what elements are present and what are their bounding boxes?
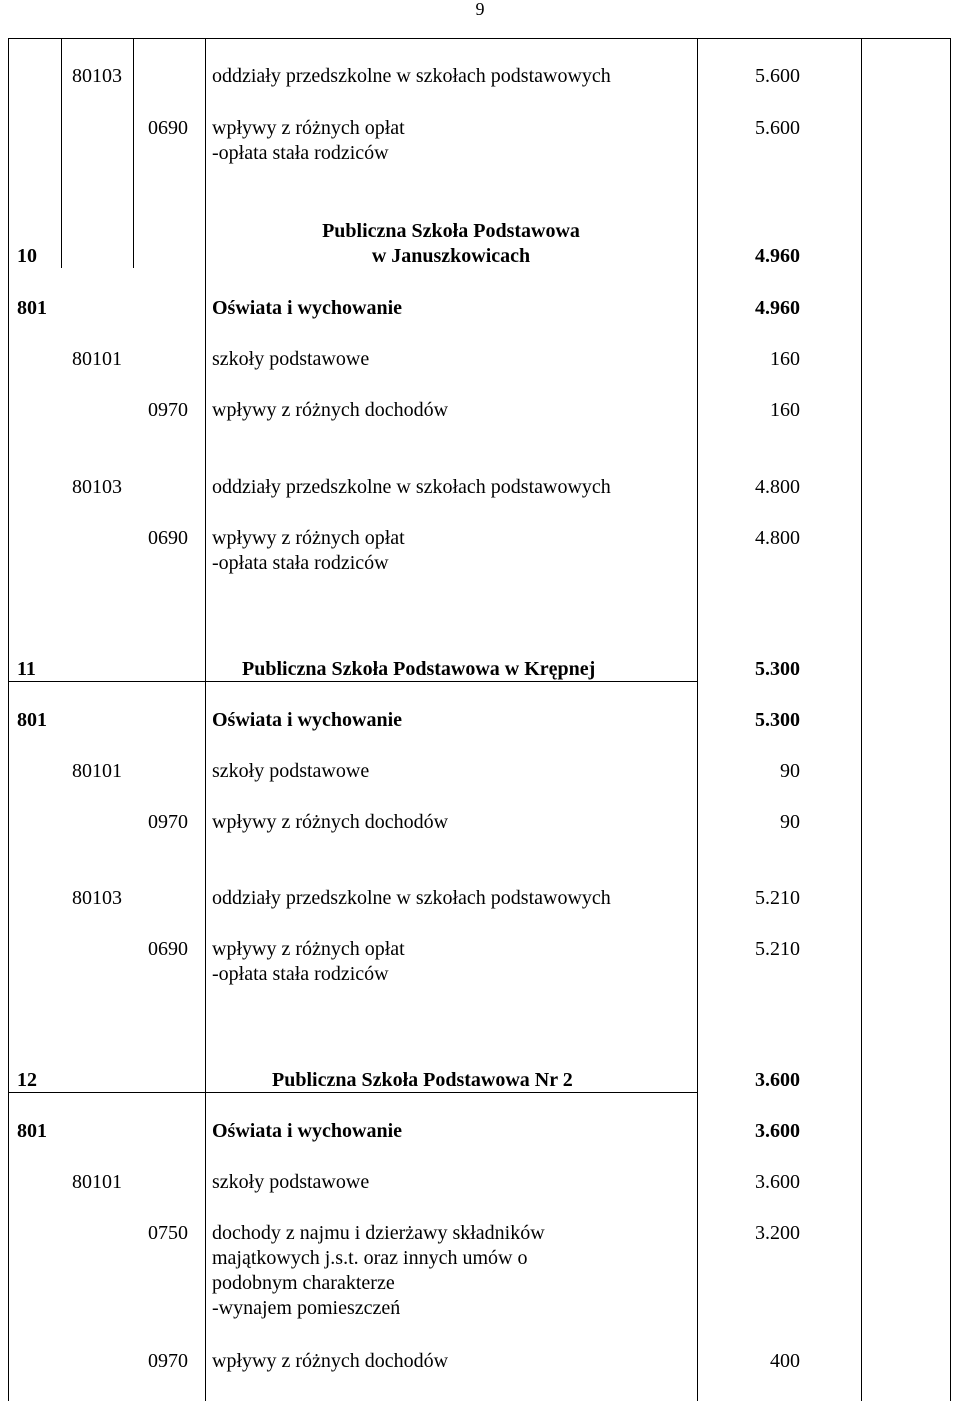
school-10-number: 10 (17, 245, 37, 267)
paragraph-code: 0750 (148, 1222, 188, 1244)
column-divider-4 (697, 38, 698, 1401)
school-11-number: 11 (17, 658, 36, 680)
division-code: 801 (17, 297, 47, 319)
division-name: Oświata i wychowanie (212, 709, 402, 731)
chapter-amount: 4.800 (755, 476, 800, 498)
paragraph-amount: 5.600 (755, 117, 800, 139)
chapter-amount: 90 (780, 760, 800, 782)
school-11-amount: 5.300 (755, 658, 800, 680)
column-divider-1 (61, 38, 62, 268)
table-border-left (8, 38, 9, 1401)
paragraph-code: 0970 (148, 399, 188, 421)
chapter-amount: 5.210 (755, 887, 800, 909)
chapter-code: 80101 (72, 760, 122, 782)
chapter-code: 80103 (72, 65, 122, 87)
column-divider-2 (133, 38, 134, 268)
school-10-name: Publiczna Szkoła Podstawowa w Januszkowicach (322, 220, 580, 267)
paragraph-name: dochody z najmu i dzierżawy składników majątkowych j.s.t. oraz innych umów o podobnym charakterze -wynajem pomieszczeń (212, 1222, 545, 1319)
division-name: Oświata i wychowanie (212, 297, 402, 319)
chapter-amount: 3.600 (755, 1171, 800, 1193)
paragraph-code: 0690 (148, 527, 188, 549)
paragraph-name: wpływy z różnych dochodów (212, 811, 449, 833)
paragraph-amount: 3.200 (755, 1222, 800, 1244)
paragraph-amount: 90 (780, 811, 800, 833)
school-11-underline (8, 681, 698, 682)
division-amount: 4.960 (755, 297, 800, 319)
chapter-name: szkoły podstawowe (212, 760, 370, 782)
division-amount: 5.300 (755, 709, 800, 731)
paragraph-amount: 160 (770, 399, 800, 421)
school-12-amount: 3.600 (755, 1069, 800, 1091)
chapter-code: 80101 (72, 1171, 122, 1193)
paragraph-name: wpływy z różnych opłat -opłata stała rodziców (212, 117, 405, 164)
chapter-code: 80103 (72, 476, 122, 498)
chapter-name: oddziały przedszkolne w szkołach podstawowych (212, 65, 611, 87)
division-code: 801 (17, 1120, 47, 1142)
school-12-underline (8, 1092, 698, 1093)
paragraph-amount: 400 (770, 1350, 800, 1372)
paragraph-name: wpływy z różnych opłat -opłata stała rodziców (212, 938, 405, 985)
paragraph-amount: 5.210 (755, 938, 800, 960)
chapter-code: 80101 (72, 348, 122, 370)
chapter-name: szkoły podstawowe (212, 348, 370, 370)
school-10-amount: 4.960 (755, 245, 800, 267)
column-divider-5 (861, 38, 862, 1401)
chapter-code: 80103 (72, 887, 122, 909)
school-12-name: Publiczna Szkoła Podstawowa Nr 2 (272, 1069, 573, 1091)
table-border-top (8, 38, 951, 39)
division-name: Oświata i wychowanie (212, 1120, 402, 1142)
table-border-right (950, 38, 951, 1401)
chapter-name: oddziały przedszkolne w szkołach podstawowych (212, 476, 611, 498)
page-number: 9 (475, 0, 485, 19)
chapter-name: oddziały przedszkolne w szkołach podstawowych (212, 887, 611, 909)
school-12-number: 12 (17, 1069, 37, 1091)
paragraph-code: 0690 (148, 117, 188, 139)
chapter-name: szkoły podstawowe (212, 1171, 370, 1193)
paragraph-code: 0690 (148, 938, 188, 960)
paragraph-name: wpływy z różnych dochodów (212, 1350, 449, 1372)
school-11-name: Publiczna Szkoła Podstawowa w Krępnej (242, 658, 596, 680)
paragraph-code: 0970 (148, 811, 188, 833)
paragraph-amount: 4.800 (755, 527, 800, 549)
division-code: 801 (17, 709, 47, 731)
paragraph-name: wpływy z różnych dochodów (212, 399, 449, 421)
paragraph-code: 0970 (148, 1350, 188, 1372)
chapter-amount: 160 (770, 348, 800, 370)
paragraph-name: wpływy z różnych opłat -opłata stała rodziców (212, 527, 405, 574)
division-amount: 3.600 (755, 1120, 800, 1142)
chapter-amount: 5.600 (755, 65, 800, 87)
